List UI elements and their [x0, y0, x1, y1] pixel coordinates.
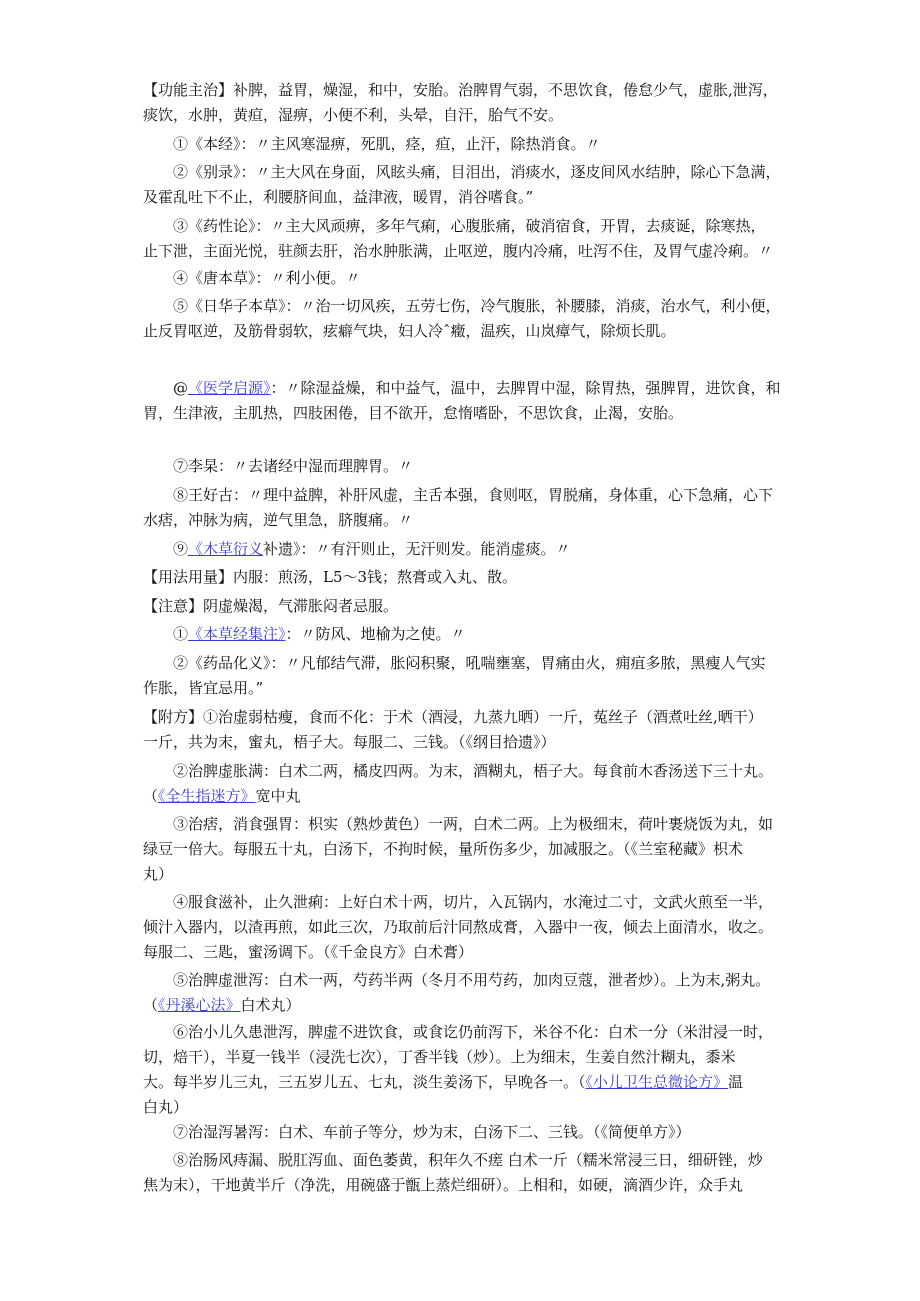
- text-line: [143, 862, 791, 887]
- text-segment: ：〃除湿益燥，和中益气，温中，去脾胃中湿，除胃热，强脾胃，进饮食，和: [270, 379, 781, 397]
- text-segment: ②《别录》：〃主大风在身面，风眩头痛，目泪出，消痰水，逐皮间风水结肿，除心下急满，: [143, 163, 781, 181]
- text-segment: （: [143, 787, 159, 805]
- paragraph: [143, 214, 791, 264]
- text-segment: 每服二、三匙，蜜汤调下。（《千金良方》白术膏）: [143, 943, 474, 961]
- text-line: [143, 1173, 791, 1198]
- text-segment: 及霍乱吐下不止，利腰脐间血，益津液，暖胃，消谷嗜食。”: [143, 188, 534, 206]
- text-segment: ⑧治肠风痔漏、脱肛泻血、面色萎黄，积年久不瘥 白术一斤（糯米常浸三日，细研锉，炒: [143, 1151, 763, 1169]
- text-segment: 【功能主治】补脾，益胃，燥湿，和中，安胎。治脾胃气弱，不思饮食，倦怠少气，虚胀,泄泻，: [143, 81, 778, 99]
- book-title-link[interactable]: 《医学启源》: [188, 379, 271, 397]
- text-line: [143, 915, 791, 940]
- text-line: [143, 294, 791, 319]
- paragraph: [143, 483, 791, 533]
- text-line: [143, 401, 791, 426]
- text-line: [143, 214, 791, 239]
- text-line: [143, 759, 791, 784]
- text-line: [143, 185, 791, 210]
- text-segment: 止反胃呕逆，及筋骨弱软，痃癖气块，妇人冷ˆ癥，温疾，山岚瘴气，除烦长肌。: [143, 322, 676, 340]
- text-line: [143, 594, 791, 619]
- text-segment: ⑤治脾虚泄泻：白术一两，芍药半两（冬月不用芍药，加肉豆蔻，泄者炒）。上为末,粥丸。: [143, 971, 771, 989]
- book-title-link[interactable]: 《丹溪心法》: [158, 996, 241, 1014]
- text-line: [143, 651, 791, 676]
- text-line: [143, 1020, 791, 1045]
- book-title-link[interactable]: 《小儿卫生总微论方》: [585, 1073, 729, 1091]
- book-title-link[interactable]: 《木草衍义: [188, 540, 264, 558]
- paragraph: [143, 376, 791, 426]
- text-segment: 绿豆一倍大。每服五十丸，白汤下，不拘时候，量所伤多少，加减服之。（《兰室秘藏》枳术: [143, 840, 744, 858]
- text-line: [143, 319, 791, 344]
- text-segment: ④服食滋补，止久泄痢：上好白术十两，切片，入瓦锅内，水淹过二寸，文武火煎至一半，: [143, 893, 774, 911]
- text-line: [143, 376, 791, 401]
- paragraph: [143, 1120, 791, 1145]
- text-segment: 痰饮，水肿，黄疸，湿痹，小便不利，头晕，自汗，胎气不安。: [143, 106, 564, 124]
- text-line: [143, 103, 791, 128]
- text-line: [143, 266, 791, 291]
- text-segment: 止下泄，主面光悦，驻颜去肝，治水肿胀满，止呕逆，腹内冷痛，吐泻不住，及胃气虚冷痢。〃: [143, 242, 774, 260]
- paragraph: [143, 132, 791, 157]
- text-segment: 宽中丸: [255, 787, 301, 805]
- paragraph: [143, 160, 791, 210]
- text-segment: @: [143, 379, 189, 397]
- text-line: [143, 705, 791, 730]
- text-line: [143, 837, 791, 862]
- text-segment: ⑦治湿泻暑泻：白术、车前子等分，炒为末，白汤下二、三钱。（《简便单方》）: [143, 1123, 691, 1141]
- text-line: [143, 565, 791, 590]
- text-segment: 作胀，皆宜忌用。”: [143, 679, 264, 697]
- text-segment: ④《唐本草》：〃利小便。〃: [143, 269, 361, 287]
- paragraph: [143, 1020, 791, 1120]
- text-segment: （: [143, 996, 159, 1014]
- paragraph: [143, 266, 791, 291]
- text-line: [143, 160, 791, 185]
- text-segment: 白术丸）: [240, 996, 301, 1014]
- text-line: [143, 1095, 791, 1120]
- paragraph: [143, 622, 791, 647]
- text-segment: 丸）: [143, 865, 174, 883]
- text-line: [143, 537, 791, 562]
- text-segment: 大。每半岁儿三丸，三五岁儿五、七丸，淡生姜汤下，早晚各一。（: [143, 1073, 586, 1091]
- text-segment: ⑦李杲：〃去诸经中湿而理脾胃。〃: [143, 457, 414, 475]
- paragraph: [143, 705, 791, 755]
- text-segment: 焦为末），干地黄半斤（净洗，用碗盛于甑上蒸烂细研）。上相和，如硬，滴酒少许，众手丸: [143, 1176, 744, 1194]
- text-segment: ⑧王好古：〃理中益脾，补肝风虚，主舌本强，食则呕，胃脱痛，身体重，心下急痛，心下: [143, 486, 774, 504]
- text-line: [143, 483, 791, 508]
- paragraph: [143, 454, 791, 479]
- text-segment: 切，焙干），半夏一钱半（浸洗七次），丁香半钱（炒）。上为细末，生姜自然汁糊丸，黍米: [143, 1048, 736, 1066]
- text-segment: ③治痞，消食强胃：枳实（熟炒黄色）一两，白术二两。上为极细末，荷叶裹烧饭为丸，如: [143, 815, 774, 833]
- text-segment: ③《药性论》：〃主大风顽痹，多年气痢，心腹胀痛，破消宿食，开胃，去痰诞，除寒热，: [143, 217, 766, 235]
- text-segment: ②治脾虚胀满：白术二两，橘皮四两。为末，酒糊丸，梧子大。每食前木香汤送下三十丸。: [143, 762, 774, 780]
- text-segment: 一斤，共为末，蜜丸，梧子大。每服二、三钱。（《纲目拾遗》）: [143, 733, 556, 751]
- text-segment: 倾汁入器内，以渣再煎，如此三次，乃取前后汁同熬成膏，入器中一夜，倾去上面清水，收之。: [143, 918, 774, 936]
- text-line: [143, 968, 791, 993]
- book-title-link[interactable]: 《全生指迷方》: [158, 787, 256, 805]
- paragraph: [143, 812, 791, 887]
- paragraph: [143, 890, 791, 965]
- text-line: [143, 1148, 791, 1173]
- text-segment: 温: [728, 1073, 744, 1091]
- text-segment: ⑨: [143, 540, 189, 558]
- text-segment: 水痞，冲脉为病，逆气里急，脐腹痛。〃: [143, 511, 414, 529]
- text-segment: 胃，生津液，主肌热，四肢困倦，目不欲开，怠惰嗜卧，不思饮食，止渴，安胎。: [143, 404, 684, 422]
- text-line: [143, 78, 791, 103]
- text-line: [143, 239, 791, 264]
- text-line: [143, 730, 791, 755]
- text-segment: 【附方】①治虚弱枯瘦，食而不化：于术（酒浸，九蒸九晒）一斤，菟丝子（酒煮吐丝,晒干）: [143, 708, 763, 726]
- text-segment: 【注意】阴虚燥渴，气滞胀闷者忌服。: [143, 597, 399, 615]
- text-segment: 补遗》：〃有汗则止，无汗则发。能消虚痰。〃: [263, 540, 571, 558]
- text-line: [143, 784, 791, 809]
- paragraph: [143, 294, 791, 344]
- paragraph: [143, 759, 791, 809]
- paragraph: [143, 651, 791, 701]
- text-segment: 白丸）: [143, 1098, 189, 1116]
- text-segment: ①: [143, 625, 189, 643]
- text-line: [143, 508, 791, 533]
- text-line: [143, 812, 791, 837]
- text-segment: ②《药品化义》：〃凡郁结气滞，胀闷积聚，吼喘壅塞，胃痛由火，痈疽多脓，黑瘦人气实: [143, 654, 766, 672]
- text-segment: ⑤《日华子本草》：〃治一切风疾，五劳七伤，冷气腹胀，补腰膝，消痰，治水气，利小便，: [143, 297, 781, 315]
- text-line: [143, 132, 791, 157]
- text-line: [143, 676, 791, 701]
- text-line: [143, 454, 791, 479]
- paragraph: [143, 565, 791, 590]
- paragraph: [143, 537, 791, 562]
- text-line: [143, 993, 791, 1018]
- paragraph: [143, 968, 791, 1018]
- paragraph: [143, 78, 791, 128]
- text-line: [143, 1120, 791, 1145]
- text-line: [143, 622, 791, 647]
- text-segment: ⑥治小儿久患泄泻，脾虚不进饮食，或食讫仍前泻下，米谷不化：白术一分（米泔浸一时，: [143, 1023, 774, 1041]
- paragraph: [143, 1148, 791, 1198]
- text-segment: ：〃防风、地榆为之使。〃: [285, 625, 466, 643]
- text-segment: 【用法用量】内服：煎汤，L5～3钱；熬膏或入丸、散。: [143, 568, 518, 586]
- text-line: [143, 1045, 791, 1070]
- paragraph: [143, 594, 791, 619]
- text-line: [143, 940, 791, 965]
- text-line: [143, 1070, 791, 1095]
- text-line: [143, 890, 791, 915]
- text-segment: ①《本经》：〃主风寒湿痹，死肌，痉，疸，止汗，除热消食。〃: [143, 135, 601, 153]
- book-title-link[interactable]: 《本草经集注》: [188, 625, 286, 643]
